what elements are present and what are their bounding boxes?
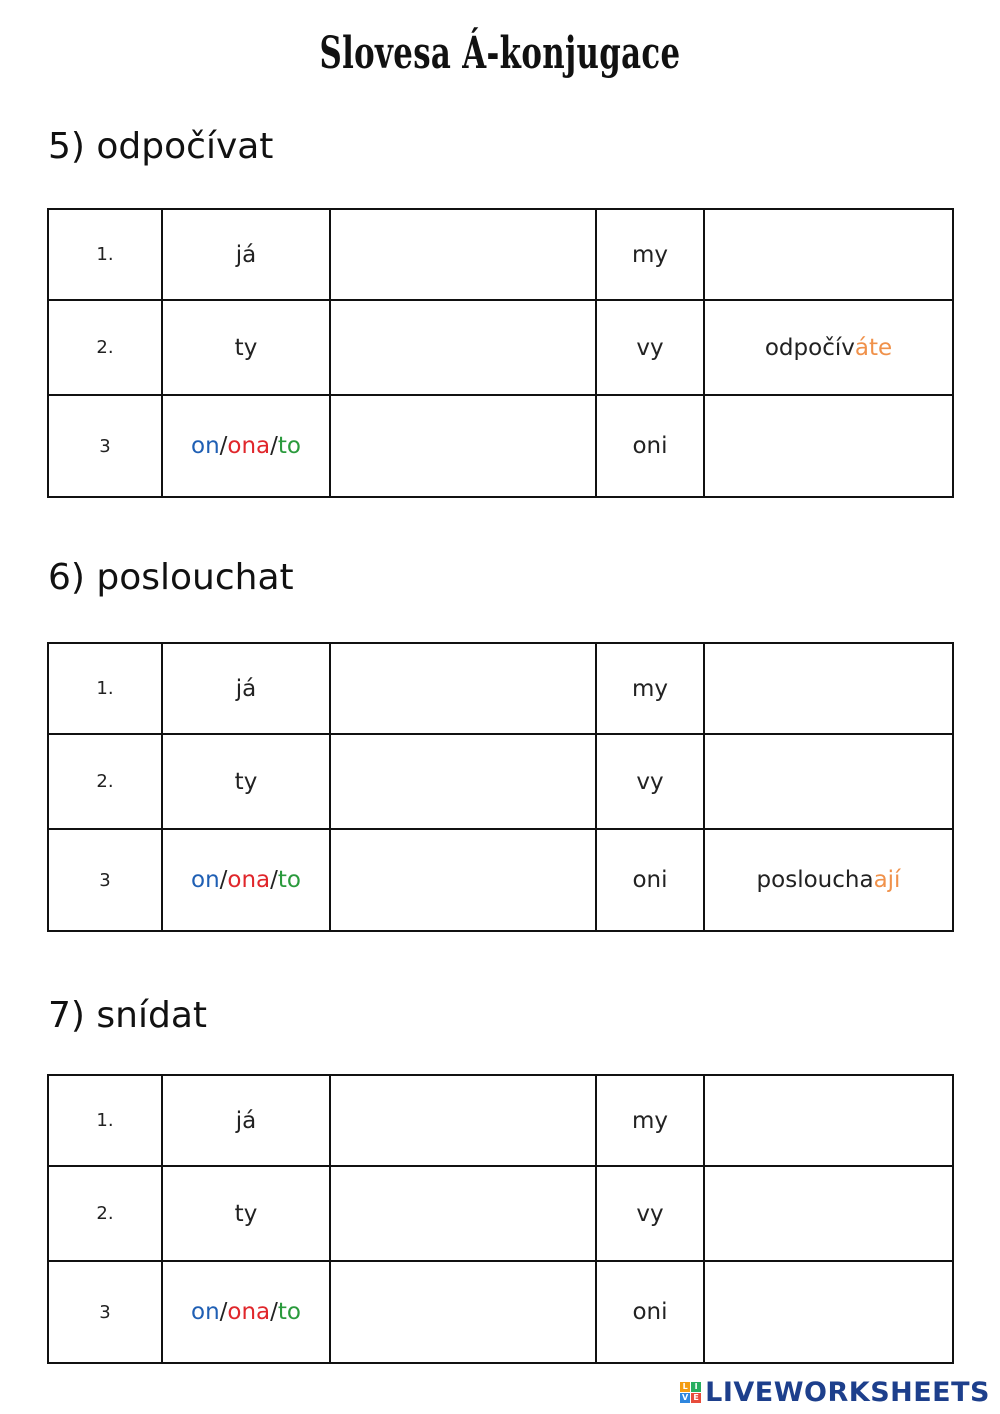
table-row	[48, 734, 953, 829]
pronoun-my: my	[596, 643, 704, 734]
pronoun-my: my	[596, 1075, 704, 1166]
logo-letter: E	[691, 1393, 701, 1403]
pronoun-oni: oni	[596, 395, 704, 497]
row-number: 3	[48, 395, 162, 497]
pronoun-on: on	[191, 867, 220, 893]
row-number: 2.	[48, 734, 162, 829]
row-number: 2.	[48, 300, 162, 395]
pronoun-to: to	[277, 433, 301, 459]
row-number: 3	[48, 1261, 162, 1363]
pronoun-on-ona-to	[162, 395, 330, 497]
row-number: 2.	[48, 1166, 162, 1261]
slash: /	[219, 1299, 228, 1325]
verb-stem: posloucha	[756, 867, 874, 893]
answer-field-on[interactable]	[330, 395, 596, 497]
table-row	[48, 829, 953, 931]
answer-field-on[interactable]	[330, 1261, 596, 1363]
page-title: Slovesa Á-konjugace	[319, 28, 681, 79]
slash: /	[270, 433, 278, 459]
pronoun-on: on	[191, 433, 220, 459]
section-heading-odpocivat: 5) odpočívat	[48, 126, 274, 167]
logo-letter: V	[682, 1393, 689, 1402]
pronoun-my: my	[596, 209, 704, 300]
pronoun-ona: ona	[227, 1299, 271, 1325]
answer-field-ja[interactable]	[330, 209, 596, 300]
table-row	[48, 300, 953, 395]
slash: /	[270, 1299, 278, 1325]
answer-field-my[interactable]	[704, 643, 953, 734]
answer-field-vy[interactable]	[704, 1166, 953, 1261]
pronoun-to: to	[277, 1299, 301, 1325]
row-number: 1.	[48, 1075, 162, 1166]
answer-field-vy[interactable]	[704, 734, 953, 829]
section-heading-snidat: 7) snídat	[48, 995, 207, 1036]
brand-name: LIVEWORKSHEETS	[705, 1377, 990, 1408]
pronoun-on: on	[191, 1299, 220, 1325]
liveworksheets-logo	[680, 1377, 990, 1408]
section-heading-poslouchat: 6) poslouchat	[48, 557, 294, 598]
pronoun-on-ona-to	[162, 1261, 330, 1363]
table-row	[48, 1075, 953, 1166]
answer-field-ja[interactable]	[330, 643, 596, 734]
conjugation-table-poslouchat	[47, 642, 954, 932]
answer-field-on[interactable]	[330, 829, 596, 931]
pronoun-to: to	[277, 867, 301, 893]
verb-ending: áte	[854, 334, 893, 361]
logo-letter: L	[680, 1382, 690, 1392]
table-row	[48, 1261, 953, 1363]
slash: /	[219, 867, 228, 893]
row-number: 3	[48, 829, 162, 931]
filled-answer-oni	[704, 829, 953, 931]
answer-field-ja[interactable]	[330, 1075, 596, 1166]
pronoun-ona: ona	[227, 433, 271, 459]
pronoun-ty: ty	[162, 300, 330, 395]
pronoun-vy: vy	[596, 300, 704, 395]
pronoun-ty: ty	[162, 734, 330, 829]
verb-ending: ají	[873, 867, 901, 893]
pronoun-ja: já	[162, 1075, 330, 1166]
answer-field-ty[interactable]	[330, 1166, 596, 1261]
answer-field-ty[interactable]	[330, 734, 596, 829]
pronoun-oni: oni	[596, 1261, 704, 1363]
table-row	[48, 643, 953, 734]
slash: /	[270, 867, 278, 893]
answer-field-my[interactable]	[704, 1075, 953, 1166]
answer-field-ty[interactable]	[330, 300, 596, 395]
pronoun-ja: já	[162, 209, 330, 300]
pronoun-ja: já	[162, 643, 330, 734]
answer-field-oni[interactable]	[704, 395, 953, 497]
verb-stem: odpočív	[764, 334, 855, 361]
answer-field-my[interactable]	[704, 209, 953, 300]
table-row	[48, 209, 953, 300]
pronoun-oni: oni	[596, 829, 704, 931]
pronoun-ty: ty	[162, 1166, 330, 1261]
table-row	[48, 395, 953, 497]
logo-icon	[680, 1382, 701, 1403]
pronoun-vy: vy	[596, 1166, 704, 1261]
row-number: 1.	[48, 209, 162, 300]
conjugation-table-odpocivat	[47, 208, 954, 498]
logo-letter: I	[691, 1382, 701, 1392]
slash: /	[219, 433, 228, 459]
conjugation-table-snidat	[47, 1074, 954, 1364]
pronoun-on-ona-to	[162, 829, 330, 931]
table-row	[48, 1166, 953, 1261]
pronoun-vy: vy	[596, 734, 704, 829]
answer-field-oni[interactable]	[704, 1261, 953, 1363]
pronoun-ona: ona	[227, 867, 271, 893]
filled-answer-vy	[704, 300, 953, 395]
row-number: 1.	[48, 643, 162, 734]
